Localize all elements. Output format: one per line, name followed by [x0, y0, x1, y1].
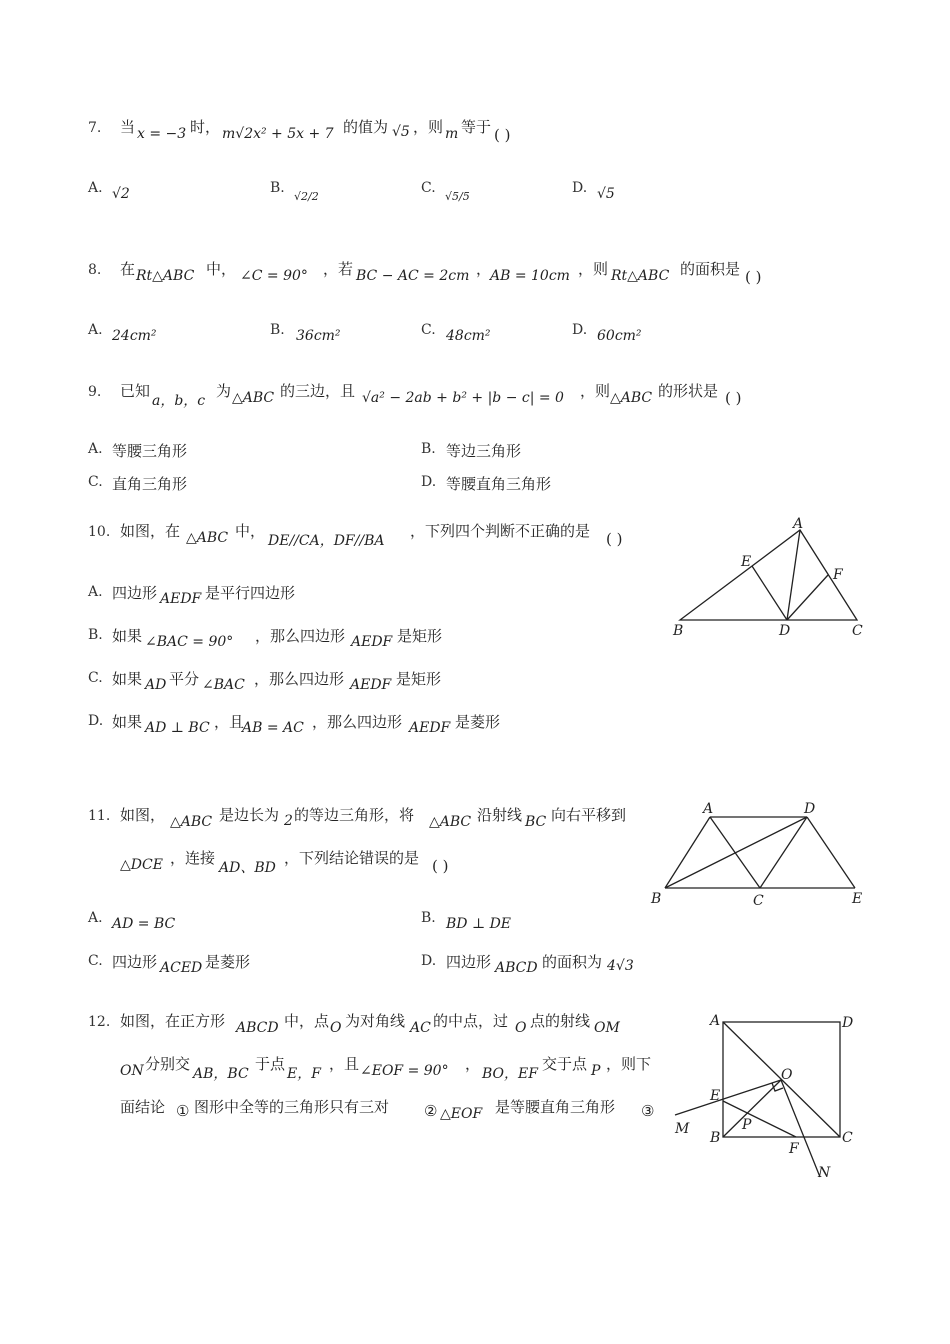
text: 四边形 [112, 584, 158, 602]
text: 四边形 [112, 953, 158, 971]
option-label: B. [421, 441, 436, 457]
math: ABCD [495, 960, 538, 976]
text: 如图， [120, 806, 166, 824]
option-label: B. [88, 627, 103, 643]
option-label: D. [88, 713, 104, 729]
math: AEDF [350, 677, 392, 693]
circled-number: ① [176, 1102, 190, 1120]
option-value: 等腰直角三角形 [446, 475, 552, 493]
math: OM [594, 1020, 620, 1036]
answer-blank: ( ) [725, 389, 742, 407]
math: a，b，c [152, 393, 206, 409]
text: 的等边三角形，将 [294, 806, 415, 824]
text: 的形状是 [658, 382, 719, 400]
option-value: √5 [597, 186, 615, 202]
math: AD = BC [112, 916, 176, 932]
math: ∠BAC [202, 677, 245, 693]
option-value: 48cm² [446, 328, 491, 344]
text: ， [476, 260, 492, 278]
text: ，且 [214, 713, 245, 731]
math: △DCE [120, 857, 163, 873]
math: AB = AC [242, 720, 304, 736]
segment-ad [787, 530, 800, 620]
math: ABCD [236, 1020, 279, 1036]
option-value: √2 [112, 186, 130, 202]
text: 平分 [169, 670, 200, 688]
math: O [330, 1020, 342, 1036]
option-label: D. [572, 180, 588, 196]
math: ON [120, 1063, 144, 1079]
text: 等于 [461, 118, 492, 136]
label-d: D [804, 801, 816, 817]
text: ，则 [580, 382, 611, 400]
label-c: C [753, 893, 764, 909]
math: AB，BC [193, 1066, 249, 1082]
label-a: A [703, 801, 714, 817]
text: ，且 [329, 1055, 360, 1073]
label-d: D [779, 623, 791, 639]
label-e: E [741, 554, 752, 570]
math: AD ⊥ BC [145, 720, 210, 736]
option-label: C. [88, 474, 103, 490]
option-label: D. [572, 322, 588, 338]
option-label: A. [88, 441, 103, 457]
text: 图形中全等的三角形只有三对 [194, 1098, 390, 1116]
math: △ABC [610, 390, 653, 406]
text: 已知 [120, 382, 151, 400]
text: 如图，在 [120, 522, 181, 540]
label-p: P [742, 1117, 752, 1133]
text: 如果 [112, 627, 143, 645]
math: △ABC [170, 814, 213, 830]
text: ，则 [578, 260, 609, 278]
label-e: E [852, 891, 863, 907]
text: ，则 [413, 118, 444, 136]
math: AD、BD [219, 860, 276, 876]
question-number: 10. [88, 524, 111, 540]
math: AB = 10cm [490, 268, 570, 284]
option-label: D. [421, 474, 437, 490]
question-number: 12. [88, 1014, 111, 1030]
option-label: A. [88, 910, 103, 926]
option-value: 等边三角形 [446, 442, 522, 460]
option-value: 直角三角形 [112, 475, 188, 493]
text: 向右平移到 [551, 806, 627, 824]
math: △ABC [186, 530, 229, 546]
text: ，那么四边形 [254, 670, 345, 688]
math: √a² − 2ab + b² + |b − c| = 0 [362, 390, 564, 406]
text: 中，点 [284, 1012, 330, 1030]
question-number: 8. [88, 262, 102, 278]
label-e: E [710, 1088, 721, 1104]
question-number: 7. [88, 120, 102, 136]
label-a: A [710, 1013, 721, 1029]
option-value: 36cm² [296, 328, 341, 344]
text: 为对角线 [345, 1012, 406, 1030]
text: 是等腰直角三角形 [495, 1098, 616, 1116]
segment-bd [665, 817, 807, 888]
text: 为 [216, 382, 232, 400]
text: 当 [120, 118, 136, 136]
math: △ABC [429, 814, 472, 830]
option-label: B. [270, 322, 285, 338]
segment-bo [723, 1080, 781, 1137]
answer-blank: ( ) [432, 857, 449, 875]
math: DE//CA，DF//BA [268, 533, 385, 549]
option-label: A. [88, 584, 103, 600]
text: 分别交 [145, 1055, 191, 1073]
text: 是平行四边形 [205, 584, 296, 602]
option-value: √2/2 [294, 190, 319, 203]
text: 如图，在正方形 [120, 1012, 226, 1030]
text: ，则下 [606, 1055, 652, 1073]
answer-blank: ( ) [494, 126, 511, 144]
circled-number: ③ [641, 1102, 655, 1120]
text: 于点 [255, 1055, 286, 1073]
text: ，那么四边形 [255, 627, 346, 645]
text: ，下列四个判断不正确的是 [410, 522, 591, 540]
math: BO，EF [482, 1066, 538, 1082]
text: 如果 [112, 670, 143, 688]
math: m√2x² + 5x + 7 [222, 126, 334, 142]
math: m [445, 126, 459, 142]
option-value: 24cm² [112, 328, 157, 344]
math: O [515, 1020, 527, 1036]
math: AEDF [160, 591, 202, 607]
math: ACED [160, 960, 203, 976]
math: AD [145, 677, 167, 693]
math: P [591, 1063, 601, 1079]
label-n: N [818, 1165, 831, 1181]
math: BC [525, 814, 547, 830]
text: ， [465, 1055, 481, 1073]
text: 的三边，且 [280, 382, 356, 400]
label-b: B [673, 623, 684, 639]
text: 是菱形 [205, 953, 251, 971]
option-label: C. [88, 670, 103, 686]
circled-number: ② [424, 1102, 438, 1120]
label-c: C [852, 623, 863, 639]
text: 的中点，过 [433, 1012, 509, 1030]
option-value: √5/5 [445, 190, 470, 203]
math: AEDF [409, 720, 451, 736]
text: 时， [190, 118, 221, 136]
answer-blank: ( ) [606, 530, 623, 548]
segment-ef [723, 1101, 796, 1137]
option-label: A. [88, 180, 103, 196]
text: 面结论 [120, 1098, 166, 1116]
label-b: B [651, 891, 662, 907]
text: 的面积为 [542, 953, 603, 971]
math: E，F [287, 1066, 321, 1082]
label-a: A [793, 516, 804, 532]
figure-q10 [665, 510, 875, 645]
answer-blank: ( ) [745, 268, 762, 286]
segment-dc [760, 817, 807, 888]
ray-om [675, 1080, 781, 1115]
question-number: 9. [88, 384, 102, 400]
text: 是矩形 [397, 627, 443, 645]
figure-q11 [645, 795, 870, 910]
label-b: B [710, 1130, 721, 1146]
math: 2 [284, 813, 293, 829]
math: Rt△ABC [136, 268, 195, 284]
segment-de [752, 566, 787, 620]
math: △ABC [232, 390, 275, 406]
triangle-abc [680, 530, 857, 620]
option-label: C. [88, 953, 103, 969]
math: BD ⊥ DE [446, 916, 512, 932]
math: 4√3 [607, 958, 634, 974]
label-c: C [842, 1130, 853, 1146]
math: x = −3 [137, 126, 187, 142]
math: AEDF [351, 634, 393, 650]
option-label: B. [421, 910, 436, 926]
math: AC [410, 1020, 431, 1036]
text: 四边形 [446, 953, 492, 971]
text: 是菱形 [455, 713, 501, 731]
label-f: F [833, 567, 843, 583]
option-value: 60cm² [597, 328, 642, 344]
question-number: 11. [88, 808, 111, 824]
text: 的值为 [343, 118, 389, 136]
math: BC − AC = 2cm [356, 268, 470, 284]
text: 如果 [112, 713, 143, 731]
text: 在 [120, 260, 136, 278]
text: ，下列结论错误的是 [284, 849, 420, 867]
label-f: F [789, 1141, 799, 1157]
math: △EOF [440, 1106, 483, 1122]
ray-on [781, 1080, 820, 1177]
option-label: C. [421, 322, 436, 338]
option-label: D. [421, 953, 437, 969]
text: 沿射线 [477, 806, 523, 824]
option-label: A. [88, 322, 103, 338]
math: Rt△ABC [611, 268, 670, 284]
text: 交于点 [542, 1055, 588, 1073]
label-d: D [842, 1015, 854, 1031]
option-label: C. [421, 180, 436, 196]
text: ，若 [323, 260, 354, 278]
math: ∠BAC = 90° [145, 634, 234, 650]
label-o: O [781, 1067, 793, 1083]
text: ，连接 [170, 849, 216, 867]
math: ∠C = 90° [240, 268, 308, 284]
text: 中， [235, 522, 266, 540]
text: 的面积是 [680, 260, 741, 278]
option-label: B. [270, 180, 285, 196]
text: ，那么四边形 [312, 713, 403, 731]
label-m: M [675, 1121, 690, 1137]
text: 中， [206, 260, 237, 278]
figure-q12 [665, 1005, 870, 1185]
text: 是边长为 [219, 806, 280, 824]
option-value: 等腰三角形 [112, 442, 188, 460]
math: √5 [392, 124, 410, 140]
math: ∠EOF = 90° [360, 1063, 449, 1079]
text: 点的射线 [530, 1012, 591, 1030]
text: 是矩形 [396, 670, 442, 688]
segment-de [807, 817, 855, 888]
